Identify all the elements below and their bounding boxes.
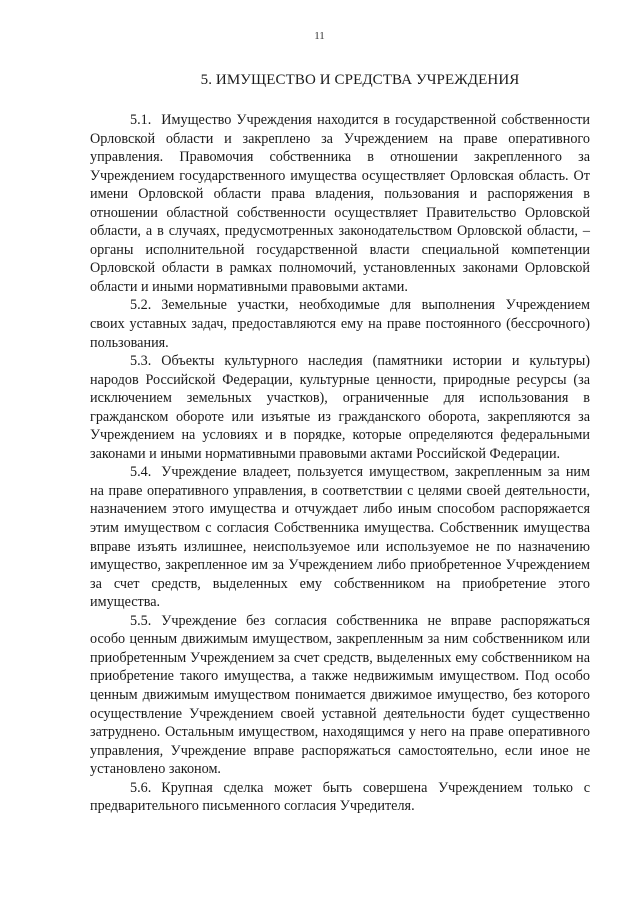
paragraph-number: 5.4.: [130, 464, 152, 481]
paragraph-number: 5.1.: [130, 112, 152, 128]
paragraph-5-6: [90, 779, 590, 816]
paragraph-text: Крупная сделка может быть совершена Учреждением только с предварительного письменного согласия Учредителя.: [90, 779, 590, 815]
page-number: 11: [314, 30, 325, 42]
paragraph-text: Учреждение без согласия собственника не вправе распоряжаться особо ценным движимым имуществом, закрепленным за ним собственником или приобретенным Учреждением за счет средств, выделенных ему собственником на приобретение такого имущества, а также недвижимым имуществом. Под особо ценным движимым имуществом понимается движимое имущество, без которого осуществление Учреждением своей уставной деятельности будет существенно затруднено. Остальным имуществом, находящимся у него на праве оперативного управления, Учреждение вправе распоряжаться самостоятельно, если иное не установлено законом.: [90, 612, 590, 778]
paragraph-number: 5.5.: [130, 612, 152, 629]
paragraph-number: 5.3.: [130, 353, 152, 370]
paragraph-text: Земельные участки, необходимые для выполнения Учреждением своих уставных задач, предоставляются ему на праве постоянного (бессрочного) пользования.: [90, 297, 590, 351]
section-title: 5. ИМУЩЕСТВО И СРЕДСТВА УЧРЕЖДЕНИЯ: [200, 72, 520, 88]
paragraph-5-2: [90, 296, 590, 352]
paragraph-5-5: [90, 612, 590, 779]
paragraph-text: Учреждение владеет, пользуется имуществом, закрепленным за ним на праве оперативного управления, в соответствии с целями своей деятельности, назначением этого имущества и отчуждает либо иным способом распоряжается этим имуществом с согласия Собственника имущества. Собственник имущества вправе изъять излишнее, неиспользуемое или используемое не по назначению имущество, закрепленное им за Учреждением либо приобретенное Учреждением за счет средств, выделенных ему собственником на приобретение этого имущества.: [90, 464, 590, 611]
paragraph-5-3: [90, 352, 590, 463]
paragraph-number: 5.2.: [130, 297, 152, 314]
section-body: [90, 111, 590, 816]
paragraph-number: 5.6.: [130, 779, 152, 796]
paragraph-5-4: [90, 463, 590, 611]
paragraph-5-1: [90, 111, 590, 296]
paragraph-text: Имущество Учреждения находится в государственной собственности Орловской области и закреплено за Учреждением на праве оперативного управления. Правомочия собственника в отношении закрепленного за Учреждением государственного имущества осуществляет Орловская область. От имени Орловской области права владения, пользования и распоряжения в отношении областной собственности осуществляет Правительство Орловской области, а в случаях, предусмотренных законодательством Орловской области, – органы исполнительной государственной власти специальной компетенции Орловской области в рамках полномочий, установленных законами Орловской области и иными нормативными правовыми актами.: [90, 112, 590, 295]
paragraph-text: Объекты культурного наследия (памятники истории и культуры) народов Российской Федерации, культурные ценности, природные ресурсы (за исключением земельных участков), ограниченные для использования в гражданском обороте или изъятые из гражданского оборота, закрепляются за Учреждением на условиях и в порядке, которые определяются федеральными законами и иными нормативными правовыми актами Российской Федерации.: [90, 353, 590, 462]
